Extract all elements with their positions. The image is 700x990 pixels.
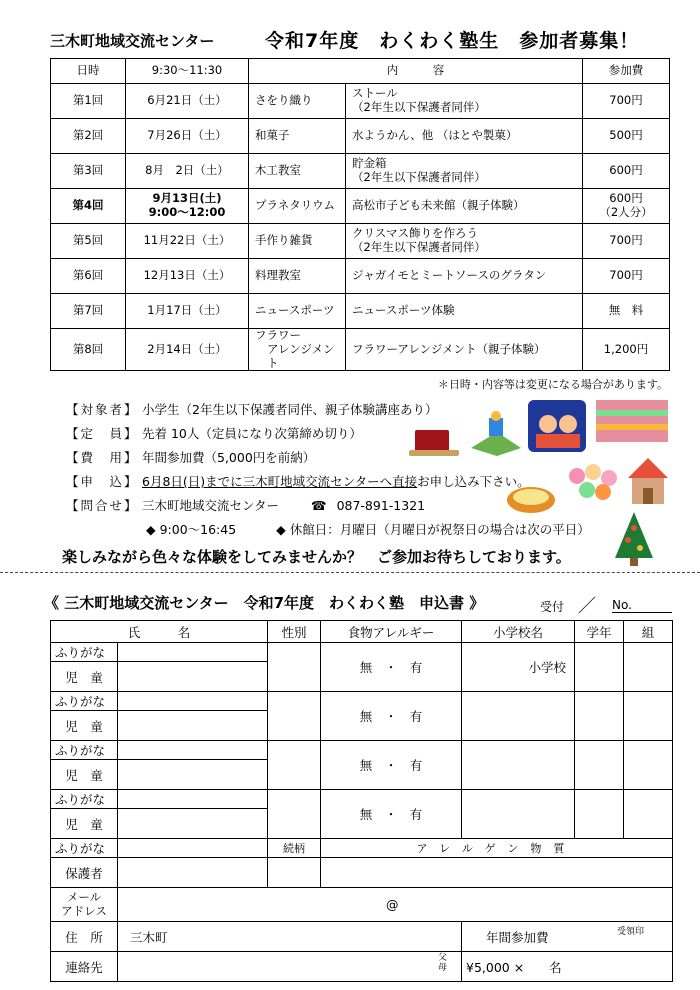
child-furigana-input[interactable] [118,643,268,662]
session-detail: ニュースポーツ体験 [346,294,583,329]
closed-text: ◆ 休館日：月曜日（月曜日が祝祭日の場合は次の平日） [276,522,590,537]
reception-number-field[interactable]: No. [612,598,672,613]
child-school-input[interactable]: 小学校 [462,643,575,692]
child-name-input[interactable] [118,662,268,692]
schedule-header-row [51,59,670,84]
reception-slash: ／ [578,596,596,617]
child-furigana-row [51,643,673,662]
session-no: 第7回 [51,294,126,329]
session-theme: さをり織り [249,84,346,119]
child-furigana-input[interactable] [118,790,268,809]
session-theme [249,329,346,371]
hours-text: ◆ 9:00～16:45 [146,522,237,537]
info-contact [66,496,425,514]
session-no: 第4回 [51,189,126,224]
furigana-label: ふりがな [51,692,118,711]
session-fee: 700円 [583,84,670,119]
time-line: 9:00～12:00 [148,205,226,219]
furigana-label: ふりがな [51,839,118,858]
theme-line: アレンジメント [267,341,335,370]
allergen-input[interactable] [321,858,673,888]
header-time: 9:30～11:30 [126,59,249,84]
furigana-label: ふりがな [51,741,118,760]
guardian-label: 保護者 [51,858,118,888]
child-gender-input[interactable] [268,692,321,741]
slogan: 楽しみながら色々な体験をしてみませんか？ ご参加お待ちしております。 [62,548,571,566]
annual-fee-label: 年間参加費 [486,929,549,945]
info-label: 【費 用】 [66,450,139,465]
email-input[interactable]: @ [118,888,673,922]
phone-number: 087-891-1321 [336,498,426,513]
contact-label: 連絡先 [51,952,118,982]
session-no: 第1回 [51,84,126,119]
session-date: 6月21日（土） [126,84,249,119]
detail-line: （2年生以下保護者同伴） [352,240,486,254]
fee-calc[interactable]: ¥5,000 × 名 [462,952,673,982]
detail-line: ストール [352,86,398,101]
session-fee: 1,200円 [583,329,670,371]
col-school: 小学校名 [462,621,575,643]
wagashi-illustration [405,420,465,460]
guardian-name-row [51,858,673,888]
child-label: 児 童 [51,760,118,790]
info-capacity [66,424,362,442]
session-fee: 700円 [583,259,670,294]
child-school-input[interactable] [462,692,575,741]
detail-line: 貯金箱 [352,156,387,171]
schedule-table [50,58,670,371]
schedule-note: ＊日時・内容等は変更になる場合があります。 [437,378,668,391]
email-row [51,888,673,922]
child-furigana-input[interactable] [118,741,268,760]
child-furigana-row [51,692,673,711]
child-name-input[interactable] [118,760,268,790]
session-no: 第2回 [51,119,126,154]
session-fee [583,189,670,224]
theme-line: フラワー [255,328,301,342]
child-gender-input[interactable] [268,741,321,790]
session-detail: 水ようかん、他 （はとや製菓） [346,119,583,154]
child-furigana-input[interactable] [118,692,268,711]
header-fee: 参加費 [583,59,670,84]
saori-weaving-illustration [596,400,668,442]
child-class-input[interactable] [624,741,673,790]
gratin-illustration [505,482,557,516]
flower-arrangement-illustration [565,462,623,508]
planetarium-illustration [467,408,525,458]
allergen-label: アレルゲン物質 [321,839,673,858]
session-date: 7月26日（土） [126,119,249,154]
session-no: 第6回 [51,259,126,294]
address-label: 住 所 [51,922,118,952]
email-label-line: メール [66,889,102,904]
child-allergy-choice[interactable]: 無 ・ 有 [321,790,462,839]
child-class-input[interactable] [624,643,673,692]
address-input[interactable]: 三木町 [118,922,462,952]
child-name-input[interactable] [118,809,268,839]
info-label: 【問合せ】 [66,498,139,513]
schedule-row [51,224,670,259]
contact-input[interactable] [118,952,462,982]
detail-line: （2年生以下保護者同伴） [352,170,486,184]
child-label: 児 童 [51,711,118,741]
relation-input[interactable] [268,858,321,888]
schedule-row [51,259,670,294]
col-gender: 性別 [268,621,321,643]
session-date: 1月17日（土） [126,294,249,329]
schedule-row [51,154,670,189]
receipt-stamp-label: 受領印 [616,927,644,937]
session-theme: 手作り雑貨 [249,224,346,259]
email-label-line: アドレス [61,903,107,918]
col-name: 氏 名 [51,621,268,643]
session-fee: 500円 [583,119,670,154]
child-furigana-row [51,790,673,809]
child-allergy-choice[interactable]: 無 ・ 有 [321,741,462,790]
child-allergy-choice[interactable]: 無 ・ 有 [321,692,462,741]
detail-line: クリスマス飾りを作ろう [352,226,479,241]
page-title: 令和7年度 わくわく塾生 参加者募集！ [265,30,640,52]
col-grade: 学年 [575,621,624,643]
col-allergy: 食物アレルギー [321,621,462,643]
info-value: 年間参加費（5,000円を前納） [142,450,316,465]
detail-line: （2年生以下保護者同伴） [352,100,486,114]
child-school-input[interactable] [462,741,575,790]
cut-line [0,572,700,573]
child-allergy-choice[interactable]: 無 ・ 有 [321,643,462,692]
session-date: 11月22日（土） [126,224,249,259]
schedule-row [51,189,670,224]
session-detail [346,84,583,119]
form-header-row [51,621,673,643]
session-date: 8月 2日（土） [126,154,249,189]
session-detail: フラワーアレンジメント（親子体験） [346,329,583,371]
session-theme: 料理教室 [249,259,346,294]
application-title: 《 三木町地域交流センター 令和7年度 わくわく塾 申込書 》 [44,594,485,612]
annual-fee-cell [462,922,673,952]
info-hours [146,520,590,538]
info-apply [66,472,530,490]
email-label [51,888,118,922]
child-class-input[interactable] [624,692,673,741]
session-detail: ジャガイモとミートソースのグラタン [346,259,583,294]
child-school-input[interactable] [462,790,575,839]
header-date: 日時 [51,59,126,84]
header-content: 内 容 [249,59,583,84]
christmas-tree-illustration [613,510,655,568]
session-no: 第8回 [51,329,126,371]
furigana-label: ふりがな [51,790,118,809]
address-row [51,922,673,952]
session-date [126,189,249,224]
info-label: 【対象者】 [66,402,139,417]
parent-label [438,954,447,974]
date-line: 9月13日(土) [152,191,222,206]
schedule-row [51,119,670,154]
info-cost [66,448,315,466]
child-grade-input[interactable] [575,692,624,741]
session-fee: 700円 [583,224,670,259]
info-value-underlined: 6月8日(日)までに三木町地域交流センターへ直接 [142,474,418,489]
info-value: 小学生（2年生以下保護者同伴、親子体験講座あり） [142,402,438,417]
schedule-row [51,84,670,119]
session-fee: 600円 [583,154,670,189]
info-target [66,400,437,418]
col-class: 組 [624,621,673,643]
child-gender-input[interactable] [268,643,321,692]
child-grade-input[interactable] [575,790,624,839]
session-fee: 無 料 [583,294,670,329]
child-name-input[interactable] [118,711,268,741]
guardian-furigana-input[interactable] [118,839,268,858]
guardian-furigana-row [51,839,673,858]
session-detail [346,154,583,189]
info-label: 【定 員】 [66,426,139,441]
contact-row [51,952,673,982]
phone-icon: ☎ [311,498,327,513]
child-grade-input[interactable] [575,643,624,692]
furigana-label: ふりがな [51,643,118,662]
reception-label: 受付 [540,600,565,614]
session-theme: 和菓子 [249,119,346,154]
info-value: 三木町地域交流センター [142,498,280,513]
child-label: 児 童 [51,662,118,692]
session-theme: ニュースポーツ [249,294,346,329]
fee-line: 600円 [609,191,643,206]
child-gender-input[interactable] [268,790,321,839]
child-grade-input[interactable] [575,741,624,790]
child-label: 児 童 [51,809,118,839]
application-form [50,620,673,982]
info-value: 先着 10人（定員になり次第締め切り） [142,426,362,441]
father-label: 父 [437,953,447,963]
fee-line: （2人分） [599,205,653,219]
info-value: お申し込み下さい。 [417,474,530,489]
session-detail [346,224,583,259]
schedule-row [51,329,670,371]
session-detail: 高松市子ども未来館（親子体験） [346,189,583,224]
mother-label: 母 [437,962,447,973]
session-date: 12月13日（土） [126,259,249,294]
session-no: 第5回 [51,224,126,259]
child-class-input[interactable] [624,790,673,839]
child-furigana-row [51,741,673,760]
schedule-row [51,294,670,329]
relation-label: 続柄 [268,839,321,858]
center-name: 三木町地域交流センター [50,32,215,50]
session-no: 第3回 [51,154,126,189]
guardian-name-input[interactable] [118,858,268,888]
info-label: 【申 込】 [66,474,139,489]
kids-illustration [528,400,586,452]
session-date: 2月14日（土） [126,329,249,371]
session-theme: プラネタリウム [249,189,346,224]
session-theme: 木工教室 [249,154,346,189]
gingerbread-house-illustration [626,456,670,506]
